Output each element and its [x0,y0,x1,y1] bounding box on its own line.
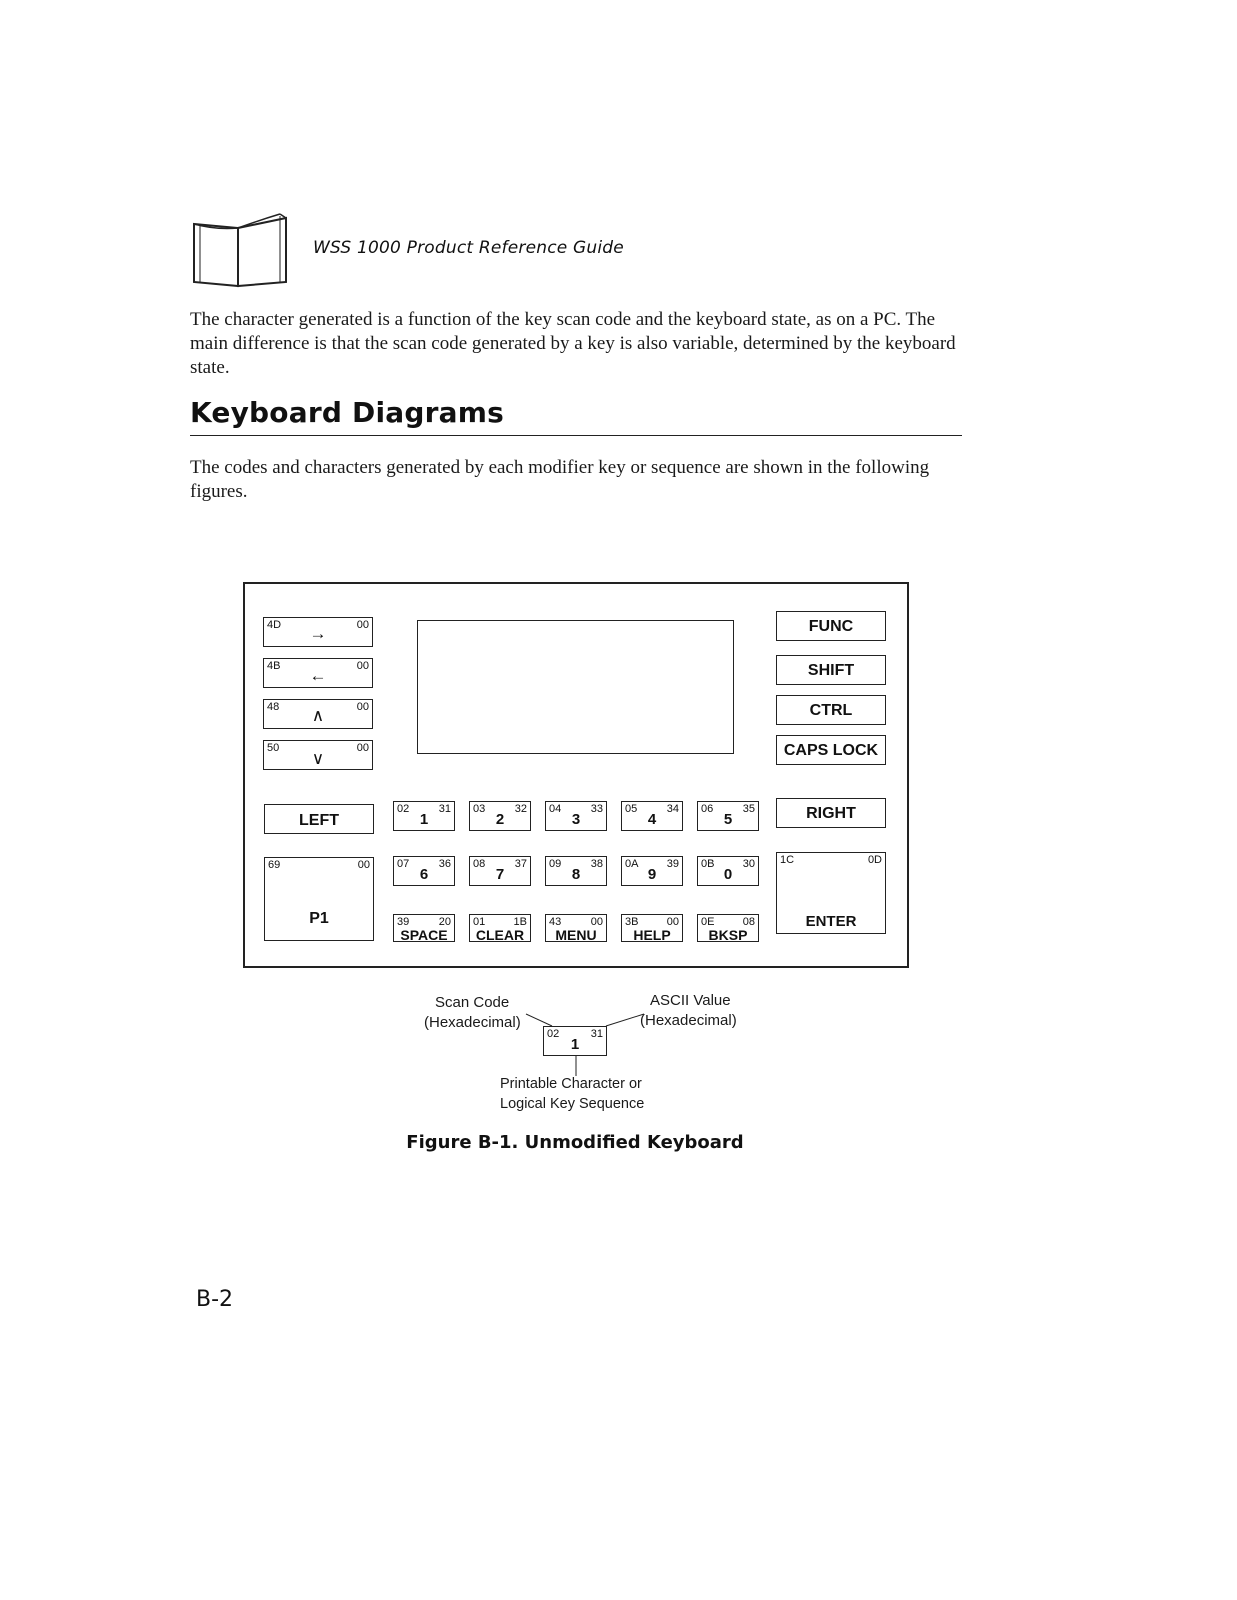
clear-key-label: CLEAR [475,927,525,943]
scan-code: 02 [397,803,410,815]
arrow-key-up [263,699,373,729]
scan-code: 03 [473,803,486,815]
enter-key [776,852,886,934]
scan-code: 09 [549,858,562,870]
digit-key-3 [545,801,607,831]
help-key-label: HELP [633,927,671,943]
arrow-right-icon: → [309,624,327,643]
digit-key-0 [697,856,759,886]
figure-caption: Figure B-1. Unmodified Keyboard [406,1132,744,1153]
arrow-key-down [263,740,373,770]
left-key-label: LEFT [299,812,339,829]
ascii-value: 31 [590,1028,603,1040]
digit-key-7 [469,856,531,886]
help-key [621,914,683,942]
digit-key-8 [545,856,607,886]
func-key [776,611,886,641]
scan-code: 39 [397,916,410,928]
scan-code: 0B [701,858,715,870]
shift-key-label: SHIFT [807,662,855,679]
key-character: 2 [495,811,505,828]
enter-key-label: ENTER [805,913,857,930]
left-key [264,804,374,834]
scan-code: 0E [701,916,715,928]
key-character: 6 [419,866,429,883]
ascii-value: 00 [356,619,369,631]
menu-key-label: MENU [555,927,597,943]
ascii-value: 00 [356,701,369,713]
ascii-value: 00 [590,916,603,928]
ascii-value: 0D [867,854,882,866]
key-character: 5 [723,811,733,828]
digit-key-4 [621,801,683,831]
scan-code: 1C [780,854,795,866]
ascii-value: 34 [666,803,679,815]
key-character: 8 [571,866,581,883]
caps-lock-key [776,735,886,765]
ascii-value: 35 [742,803,755,815]
key-character: 1 [419,811,429,828]
bksp-key [697,914,759,942]
digit-key-9 [621,856,683,886]
ascii-value: 38 [590,858,603,870]
ascii-value: 00 [357,859,370,871]
ascii-value: 33 [590,803,603,815]
legend-sample-key [543,1026,607,1056]
legend-logical-label: Logical Key Sequence [500,1096,645,1112]
section-title: Keyboard Diagrams [190,396,504,429]
book-icon [190,210,294,290]
caps-lock-key-label: CAPS LOCK [783,742,879,759]
arrow-up-icon: ∧ [311,706,325,725]
arrow-down-icon: ∨ [311,749,325,768]
scan-code: 08 [473,858,486,870]
ascii-value: 00 [666,916,679,928]
running-head: WSS 1000 Product Reference Guide [313,238,624,258]
arrow-key-right [263,617,373,647]
ascii-value: 20 [438,916,451,928]
key-character: 3 [571,811,581,828]
scan-code: 50 [267,742,280,754]
func-key-label: FUNC [808,618,854,635]
ascii-value: 39 [666,858,679,870]
scan-code: 05 [625,803,638,815]
p1-key-label: P1 [309,910,329,927]
scan-code: 4B [267,660,281,672]
right-key [776,798,886,828]
keyboard-display-screen [417,620,734,754]
key-character: 1 [570,1036,580,1053]
clear-key [469,914,531,942]
shift-key [776,655,886,685]
ascii-value: 37 [514,858,527,870]
scan-code: 07 [397,858,410,870]
space-key-label: SPACE [400,927,448,943]
key-character: 0 [723,866,733,883]
ascii-value: 36 [438,858,451,870]
scan-code: 48 [267,701,280,713]
space-key [393,914,455,942]
section-paragraph: The codes and characters generated by each modifier key or sequence are shown in the following figures. [190,457,930,502]
digit-key-5 [697,801,759,831]
ascii-value: 1B [513,916,527,928]
p1-key [264,857,374,941]
scan-code: 43 [549,916,562,928]
key-character: 4 [647,811,657,828]
key-character: 9 [647,866,657,883]
scan-code: 02 [547,1028,560,1040]
legend-printable-label: Printable Character or [500,1076,642,1092]
scan-code: 01 [473,916,486,928]
ascii-value: 32 [514,803,527,815]
page-number: B-2 [196,1287,234,1312]
bksp-key-label: BKSP [708,927,748,943]
ascii-value: 31 [438,803,451,815]
ctrl-key-label: CTRL [809,702,853,719]
scan-code: 0A [625,858,639,870]
key-character: 7 [495,866,505,883]
intro-paragraph: The character generated is a function of the key scan code and the keyboard state, as on a PC. The main difference is that the scan code generated by a key is also variable, determined by the keyboard state. [190,309,956,378]
section-rule [190,435,962,436]
arrow-key-left [263,658,373,688]
ascii-value: 08 [742,916,755,928]
legend-scan-code-label: Scan Code [435,994,510,1011]
right-key-label: RIGHT [806,805,856,822]
menu-key [545,914,607,942]
scan-code: 04 [549,803,562,815]
scan-code: 4D [267,619,282,631]
arrow-left-icon: ← [309,666,327,685]
scan-code: 69 [268,859,281,871]
digit-key-2 [469,801,531,831]
ascii-value: 00 [356,742,369,754]
digit-key-6 [393,856,455,886]
ascii-value: 00 [356,660,369,672]
legend-ascii-label: ASCII Value [650,992,731,1009]
scan-code: 3B [625,916,639,928]
ascii-value: 30 [742,858,755,870]
ctrl-key [776,695,886,725]
scan-code: 06 [701,803,714,815]
digit-key-1 [393,801,455,831]
legend-scan-code-hex: (Hexadecimal) [424,1014,521,1031]
legend-ascii-hex: (Hexadecimal) [640,1012,737,1029]
